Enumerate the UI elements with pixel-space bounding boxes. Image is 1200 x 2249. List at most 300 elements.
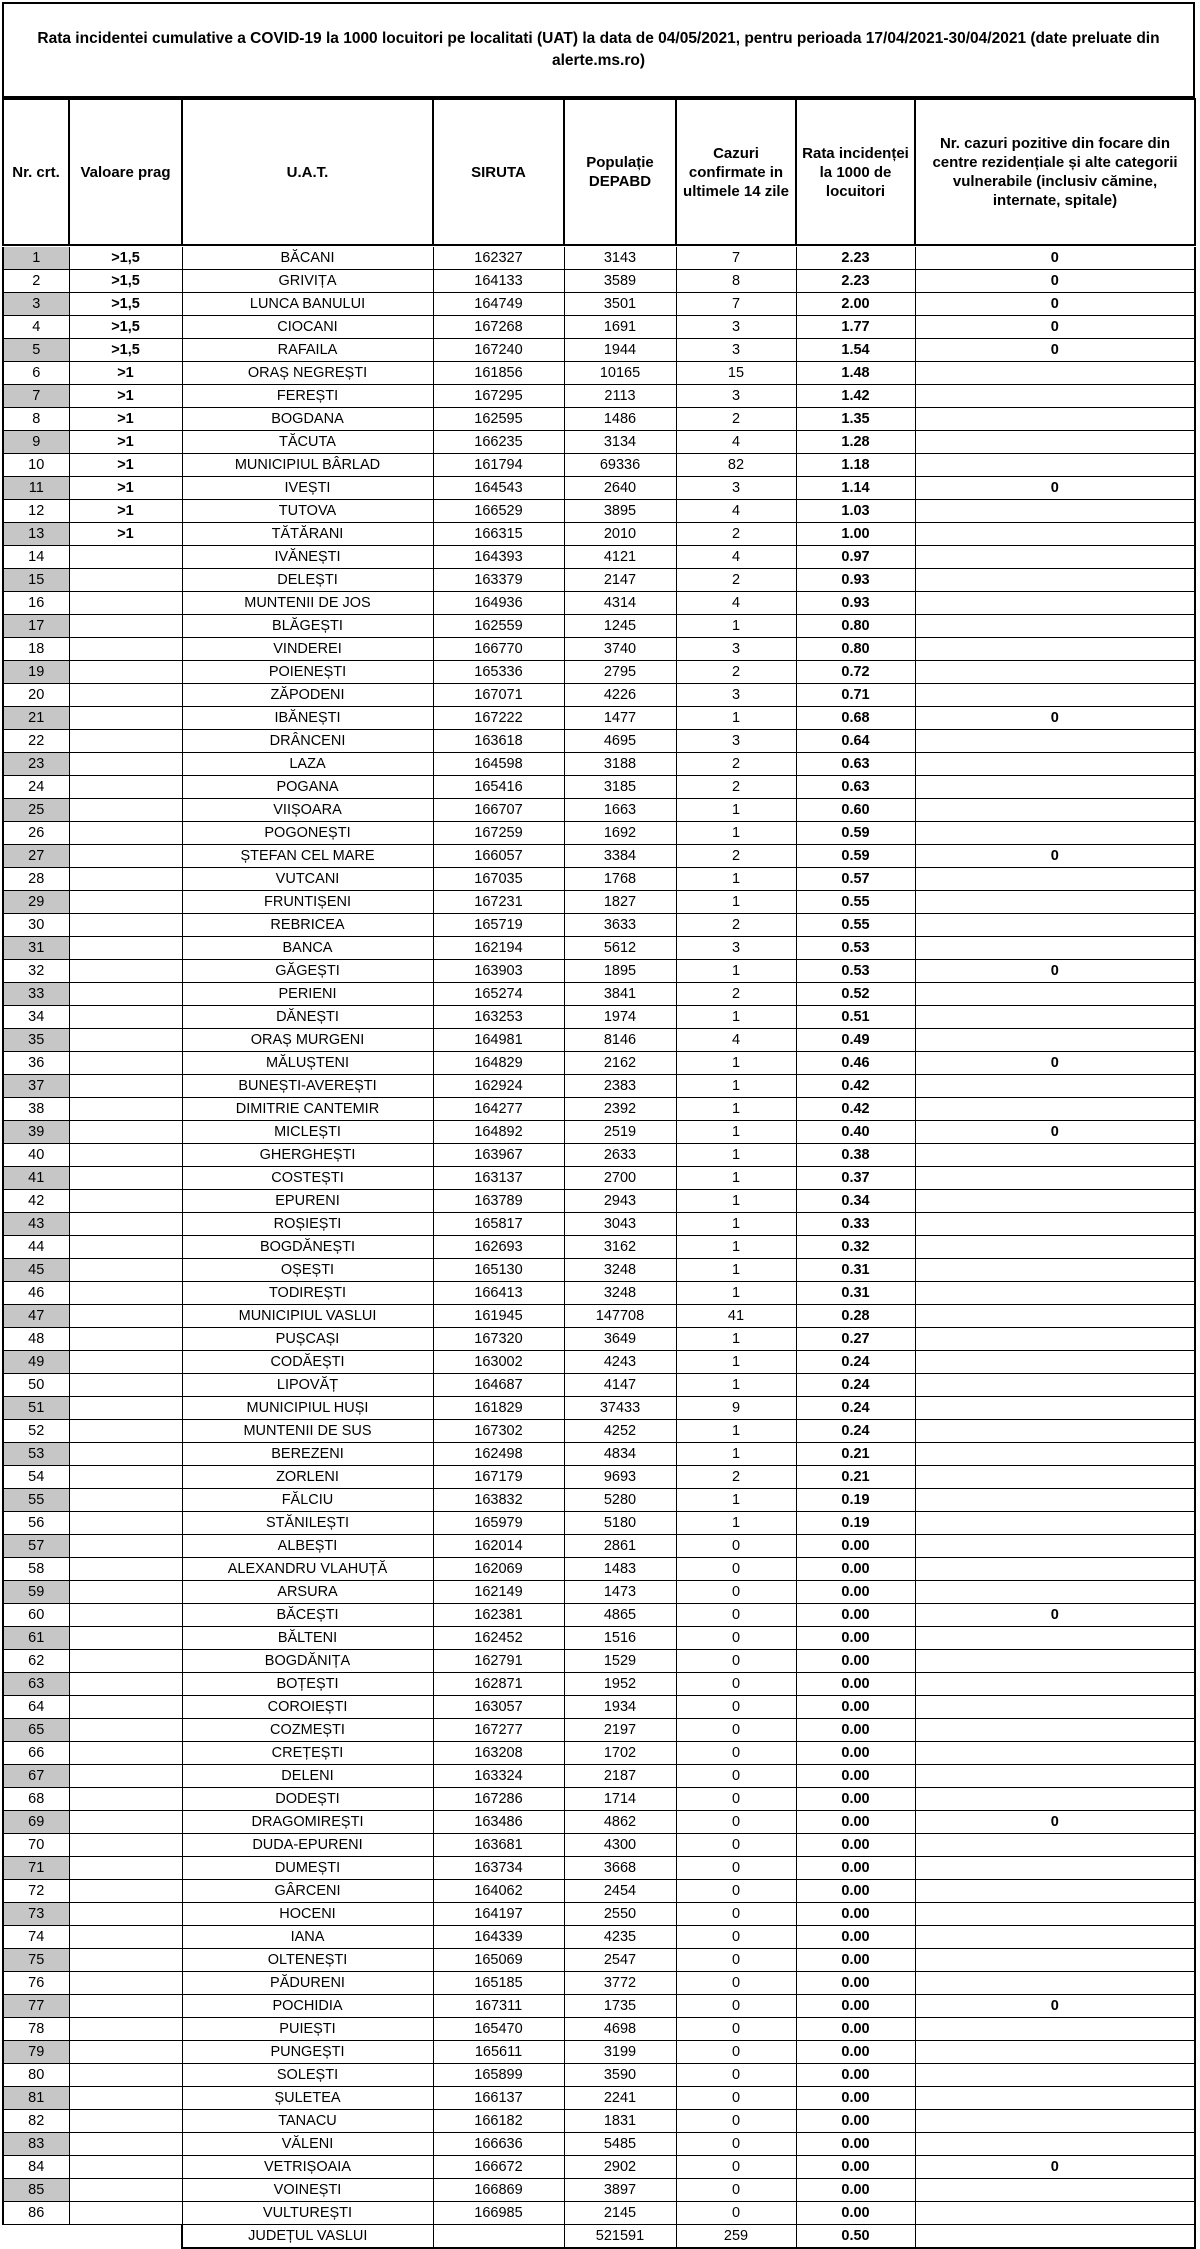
row-population: 4698 <box>564 2018 676 2041</box>
row-uat: BUNEȘTI-AVEREȘTI <box>182 1075 433 1098</box>
table-row <box>3 500 1195 523</box>
row-number: 47 <box>3 1305 69 1328</box>
row-population: 3143 <box>564 247 676 270</box>
row-cases: 9 <box>676 1397 796 1420</box>
table-row <box>3 707 1195 730</box>
row-uat: OLTENEȘTI <box>182 1949 433 1972</box>
row-uat: LIPOVĂȚ <box>182 1374 433 1397</box>
row-siruta: 167231 <box>433 891 564 914</box>
row-uat: MUNICIPIUL BÂRLAD <box>182 454 433 477</box>
row-cases: 2 <box>676 569 796 592</box>
row-siruta: 167179 <box>433 1466 564 1489</box>
row-number: 45 <box>3 1259 69 1282</box>
row-threshold: >1,5 <box>69 339 182 362</box>
row-population: 4695 <box>564 730 676 753</box>
table-row <box>3 1052 1195 1075</box>
row-population: 2197 <box>564 1719 676 1742</box>
row-rate: 0.27 <box>796 1328 915 1351</box>
row-outbreak-cases: 0 <box>915 845 1195 868</box>
row-siruta: 163832 <box>433 1489 564 1512</box>
row-number: 62 <box>3 1650 69 1673</box>
row-uat: SOLEȘTI <box>182 2064 433 2087</box>
row-population: 1714 <box>564 1788 676 1811</box>
row-threshold <box>69 1535 182 1558</box>
row-number: 68 <box>3 1788 69 1811</box>
row-outbreak-cases <box>915 1972 1195 1995</box>
table-row <box>3 1650 1195 1673</box>
row-outbreak-cases <box>915 730 1195 753</box>
row-population: 10165 <box>564 362 676 385</box>
row-rate: 0.59 <box>796 822 915 845</box>
row-rate: 0.00 <box>796 2133 915 2156</box>
row-cases: 3 <box>676 385 796 408</box>
row-uat: MUNICIPIUL HUȘI <box>182 1397 433 1420</box>
row-rate: 0.00 <box>796 1926 915 1949</box>
row-uat: PUIEȘTI <box>182 2018 433 2041</box>
row-cases: 3 <box>676 339 796 362</box>
table-row <box>3 1397 1195 1420</box>
row-siruta: 166707 <box>433 799 564 822</box>
row-population: 3134 <box>564 431 676 454</box>
row-threshold: >1 <box>69 523 182 546</box>
header-rata: Rata incidenței la 1000 de locuitori <box>796 99 915 245</box>
row-siruta: 164892 <box>433 1121 564 1144</box>
row-threshold <box>69 1627 182 1650</box>
row-siruta: 162791 <box>433 1650 564 1673</box>
row-cases: 0 <box>676 1834 796 1857</box>
row-threshold <box>69 707 182 730</box>
row-rate: 0.00 <box>796 1627 915 1650</box>
row-threshold <box>69 1328 182 1351</box>
row-uat: MUNTENII DE JOS <box>182 592 433 615</box>
row-threshold <box>69 845 182 868</box>
row-threshold: >1 <box>69 431 182 454</box>
row-population: 1934 <box>564 1696 676 1719</box>
row-outbreak-cases <box>915 937 1195 960</box>
row-outbreak-cases <box>915 1420 1195 1443</box>
row-outbreak-cases <box>915 1098 1195 1121</box>
row-siruta: 163789 <box>433 1190 564 1213</box>
row-number: 50 <box>3 1374 69 1397</box>
row-outbreak-cases <box>915 1466 1195 1489</box>
row-population: 1245 <box>564 615 676 638</box>
row-population: 1529 <box>564 1650 676 1673</box>
row-cases: 1 <box>676 1489 796 1512</box>
row-threshold <box>69 1374 182 1397</box>
row-cases: 4 <box>676 500 796 523</box>
row-number: 86 <box>3 2202 69 2225</box>
table-row <box>3 1213 1195 1236</box>
row-uat: POGANA <box>182 776 433 799</box>
row-siruta: 162559 <box>433 615 564 638</box>
row-uat: TANACU <box>182 2110 433 2133</box>
row-population: 4235 <box>564 1926 676 1949</box>
row-threshold <box>69 1282 182 1305</box>
row-uat: MICLEȘTI <box>182 1121 433 1144</box>
row-cases: 1 <box>676 707 796 730</box>
row-outbreak-cases <box>915 2202 1195 2225</box>
table-row <box>3 1029 1195 1052</box>
row-population: 1486 <box>564 408 676 431</box>
total-spacer <box>3 2225 182 2249</box>
table-row <box>3 454 1195 477</box>
row-population: 3895 <box>564 500 676 523</box>
row-threshold <box>69 2202 182 2225</box>
row-population: 3185 <box>564 776 676 799</box>
table-row <box>3 1512 1195 1535</box>
row-number: 32 <box>3 960 69 983</box>
row-rate: 0.00 <box>796 1581 915 1604</box>
row-uat: GĂGEȘTI <box>182 960 433 983</box>
row-threshold <box>69 546 182 569</box>
table-row <box>3 247 1195 270</box>
row-outbreak-cases <box>915 1512 1195 1535</box>
row-rate: 0.00 <box>796 1857 915 1880</box>
row-rate: 1.18 <box>796 454 915 477</box>
row-siruta: 164749 <box>433 293 564 316</box>
table-row <box>3 1489 1195 1512</box>
table-row <box>3 1535 1195 1558</box>
row-cases: 2 <box>676 523 796 546</box>
row-rate: 0.00 <box>796 1995 915 2018</box>
row-cases: 0 <box>676 1788 796 1811</box>
row-cases: 4 <box>676 546 796 569</box>
row-threshold <box>69 868 182 891</box>
row-siruta: 165416 <box>433 776 564 799</box>
row-population: 3668 <box>564 1857 676 1880</box>
row-uat: BOGDANA <box>182 408 433 431</box>
row-siruta: 163903 <box>433 960 564 983</box>
row-rate: 0.00 <box>796 1788 915 1811</box>
row-threshold <box>69 1236 182 1259</box>
row-number: 72 <box>3 1880 69 1903</box>
row-uat: PUȘCAȘI <box>182 1328 433 1351</box>
row-threshold <box>69 2133 182 2156</box>
table-row <box>3 1006 1195 1029</box>
row-uat: MUNTENII DE SUS <box>182 1420 433 1443</box>
row-uat: ZORLENI <box>182 1466 433 1489</box>
row-uat: DELENI <box>182 1765 433 1788</box>
row-population: 69336 <box>564 454 676 477</box>
row-population: 3248 <box>564 1282 676 1305</box>
table-row <box>3 1121 1195 1144</box>
row-threshold <box>69 1926 182 1949</box>
row-threshold <box>69 1420 182 1443</box>
row-threshold <box>69 2018 182 2041</box>
row-rate: 2.23 <box>796 270 915 293</box>
row-uat: BĂLTENI <box>182 1627 433 1650</box>
table-row <box>3 1236 1195 1259</box>
row-threshold <box>69 822 182 845</box>
row-siruta: 166672 <box>433 2156 564 2179</box>
row-cases: 1 <box>676 1167 796 1190</box>
row-cases: 1 <box>676 891 796 914</box>
row-population: 2383 <box>564 1075 676 1098</box>
row-cases: 3 <box>676 684 796 707</box>
row-rate: 0.00 <box>796 2041 915 2064</box>
row-outbreak-cases <box>915 1742 1195 1765</box>
row-uat: VOINEȘTI <box>182 2179 433 2202</box>
row-uat: BOGDĂNEȘTI <box>182 1236 433 1259</box>
table-row <box>3 822 1195 845</box>
row-siruta: 166137 <box>433 2087 564 2110</box>
row-rate: 0.19 <box>796 1512 915 1535</box>
row-cases: 0 <box>676 2133 796 2156</box>
row-rate: 0.51 <box>796 1006 915 1029</box>
row-number: 31 <box>3 937 69 960</box>
header-uat: U.A.T. <box>182 99 433 245</box>
row-number: 79 <box>3 2041 69 2064</box>
header-prag: Valoare prag <box>69 99 182 245</box>
row-threshold <box>69 569 182 592</box>
table-row <box>3 1144 1195 1167</box>
row-uat: CREȚEȘTI <box>182 1742 433 1765</box>
row-uat: GHERGHEȘTI <box>182 1144 433 1167</box>
row-cases: 0 <box>676 1627 796 1650</box>
row-siruta: 166770 <box>433 638 564 661</box>
row-threshold <box>69 2156 182 2179</box>
row-number: 30 <box>3 914 69 937</box>
row-cases: 0 <box>676 1765 796 1788</box>
table-row <box>3 1443 1195 1466</box>
table-row <box>3 1811 1195 1834</box>
row-outbreak-cases <box>915 1627 1195 1650</box>
row-population: 4862 <box>564 1811 676 1834</box>
row-cases: 0 <box>676 1972 796 1995</box>
table-row <box>3 1328 1195 1351</box>
row-threshold <box>69 1581 182 1604</box>
row-uat: ALEXANDRU VLAHUȚĂ <box>182 1558 433 1581</box>
row-siruta: 161829 <box>433 1397 564 1420</box>
row-siruta: 165069 <box>433 1949 564 1972</box>
row-population: 3384 <box>564 845 676 868</box>
row-cases: 0 <box>676 1673 796 1696</box>
row-population: 3772 <box>564 1972 676 1995</box>
row-uat: VUTCANI <box>182 868 433 891</box>
row-siruta: 164829 <box>433 1052 564 1075</box>
row-number: 6 <box>3 362 69 385</box>
row-number: 42 <box>3 1190 69 1213</box>
row-population: 2162 <box>564 1052 676 1075</box>
row-number: 83 <box>3 2133 69 2156</box>
row-uat: ORAȘ MURGENI <box>182 1029 433 1052</box>
row-outbreak-cases: 0 <box>915 293 1195 316</box>
row-outbreak-cases <box>915 822 1195 845</box>
row-threshold <box>69 592 182 615</box>
row-rate: 0.19 <box>796 1489 915 1512</box>
row-number: 56 <box>3 1512 69 1535</box>
row-threshold <box>69 983 182 1006</box>
table-row <box>3 2064 1195 2087</box>
row-uat: IVEȘTI <box>182 477 433 500</box>
row-siruta: 163208 <box>433 1742 564 1765</box>
row-cases: 0 <box>676 1535 796 1558</box>
row-threshold <box>69 1190 182 1213</box>
table-row <box>3 362 1195 385</box>
row-rate: 0.52 <box>796 983 915 1006</box>
row-siruta: 164339 <box>433 1926 564 1949</box>
row-cases: 4 <box>676 1029 796 1052</box>
row-population: 1895 <box>564 960 676 983</box>
table-row <box>3 2110 1195 2133</box>
row-outbreak-cases <box>915 914 1195 937</box>
row-outbreak-cases <box>915 1190 1195 1213</box>
row-rate: 0.00 <box>796 1742 915 1765</box>
row-number: 33 <box>3 983 69 1006</box>
row-threshold <box>69 960 182 983</box>
row-outbreak-cases: 0 <box>915 1604 1195 1627</box>
table-row <box>3 592 1195 615</box>
table-row <box>3 845 1195 868</box>
row-population: 5612 <box>564 937 676 960</box>
row-population: 4865 <box>564 1604 676 1627</box>
row-rate: 1.54 <box>796 339 915 362</box>
row-rate: 0.80 <box>796 615 915 638</box>
row-population: 4226 <box>564 684 676 707</box>
row-siruta: 164277 <box>433 1098 564 1121</box>
table-row <box>3 2087 1195 2110</box>
row-cases: 1 <box>676 1144 796 1167</box>
row-siruta: 166529 <box>433 500 564 523</box>
total-rate: 0.50 <box>796 2225 915 2249</box>
row-number: 65 <box>3 1719 69 1742</box>
row-outbreak-cases <box>915 1673 1195 1696</box>
row-threshold <box>69 684 182 707</box>
row-siruta: 162194 <box>433 937 564 960</box>
row-siruta: 161945 <box>433 1305 564 1328</box>
row-outbreak-cases <box>915 1489 1195 1512</box>
row-population: 2187 <box>564 1765 676 1788</box>
row-siruta: 164687 <box>433 1374 564 1397</box>
row-uat: IVĂNEȘTI <box>182 546 433 569</box>
row-threshold <box>69 753 182 776</box>
row-siruta: 166235 <box>433 431 564 454</box>
row-outbreak-cases: 0 <box>915 707 1195 730</box>
row-cases: 1 <box>676 1098 796 1121</box>
row-uat: LUNCA BANULUI <box>182 293 433 316</box>
row-siruta: 167277 <box>433 1719 564 1742</box>
row-uat: DĂNEȘTI <box>182 1006 433 1029</box>
row-threshold <box>69 730 182 753</box>
row-cases: 0 <box>676 1903 796 1926</box>
row-rate: 0.00 <box>796 2064 915 2087</box>
row-number: 18 <box>3 638 69 661</box>
table-row <box>3 1558 1195 1581</box>
row-threshold <box>69 1696 182 1719</box>
row-outbreak-cases: 0 <box>915 1052 1195 1075</box>
row-siruta: 161856 <box>433 362 564 385</box>
row-cases: 0 <box>676 2018 796 2041</box>
row-threshold <box>69 1052 182 1075</box>
row-population: 2145 <box>564 2202 676 2225</box>
row-threshold <box>69 2064 182 2087</box>
row-siruta: 167222 <box>433 707 564 730</box>
table-row <box>3 1880 1195 1903</box>
row-number: 54 <box>3 1466 69 1489</box>
header-focar: Nr. cazuri pozitive din focare din centre rezidențiale și alte categorii vulnerabile (inclusiv cămine, internate, spitale) <box>915 99 1195 245</box>
row-uat: IBĂNEȘTI <box>182 707 433 730</box>
row-outbreak-cases <box>915 1719 1195 1742</box>
row-cases: 0 <box>676 2110 796 2133</box>
row-siruta: 163618 <box>433 730 564 753</box>
row-threshold <box>69 1880 182 1903</box>
row-outbreak-cases <box>915 569 1195 592</box>
row-outbreak-cases <box>915 523 1195 546</box>
row-siruta: 164133 <box>433 270 564 293</box>
row-siruta: 163057 <box>433 1696 564 1719</box>
table-row <box>3 1972 1195 1995</box>
row-rate: 0.42 <box>796 1075 915 1098</box>
row-siruta: 163681 <box>433 1834 564 1857</box>
row-population: 2241 <box>564 2087 676 2110</box>
row-siruta: 167320 <box>433 1328 564 1351</box>
row-outbreak-cases <box>915 1535 1195 1558</box>
row-number: 63 <box>3 1673 69 1696</box>
row-siruta: 167295 <box>433 385 564 408</box>
row-number: 70 <box>3 1834 69 1857</box>
row-population: 1944 <box>564 339 676 362</box>
row-threshold <box>69 1558 182 1581</box>
table-row <box>3 983 1195 1006</box>
row-uat: TĂTĂRANI <box>182 523 433 546</box>
row-outbreak-cases <box>915 891 1195 914</box>
row-outbreak-cases <box>915 2041 1195 2064</box>
table-row <box>3 1420 1195 1443</box>
row-number: 81 <box>3 2087 69 2110</box>
row-siruta: 162452 <box>433 1627 564 1650</box>
row-threshold <box>69 776 182 799</box>
row-number: 40 <box>3 1144 69 1167</box>
row-outbreak-cases <box>915 1144 1195 1167</box>
table-row <box>3 2018 1195 2041</box>
row-rate: 0.00 <box>796 2156 915 2179</box>
row-uat: PĂDURENI <box>182 1972 433 1995</box>
row-threshold <box>69 1995 182 2018</box>
row-rate: 1.77 <box>796 316 915 339</box>
row-rate: 0.80 <box>796 638 915 661</box>
row-siruta: 164598 <box>433 753 564 776</box>
row-threshold <box>69 1213 182 1236</box>
row-number: 3 <box>3 293 69 316</box>
row-cases: 7 <box>676 293 796 316</box>
row-cases: 1 <box>676 1236 796 1259</box>
row-population: 3897 <box>564 2179 676 2202</box>
row-number: 10 <box>3 454 69 477</box>
total-population: 521591 <box>564 2225 676 2249</box>
row-threshold <box>69 638 182 661</box>
row-rate: 1.28 <box>796 431 915 454</box>
row-population: 2147 <box>564 569 676 592</box>
row-threshold: >1,5 <box>69 270 182 293</box>
table-row <box>3 1374 1195 1397</box>
row-cases: 3 <box>676 937 796 960</box>
row-population: 4252 <box>564 1420 676 1443</box>
table-row <box>3 937 1195 960</box>
row-threshold <box>69 1765 182 1788</box>
row-uat: TODIREȘTI <box>182 1282 433 1305</box>
row-cases: 0 <box>676 1742 796 1765</box>
row-siruta: 164197 <box>433 1903 564 1926</box>
row-cases: 0 <box>676 1926 796 1949</box>
table-row <box>3 408 1195 431</box>
row-cases: 1 <box>676 1328 796 1351</box>
row-uat: ROȘIEȘTI <box>182 1213 433 1236</box>
row-uat: GÂRCENI <box>182 1880 433 1903</box>
row-siruta: 163967 <box>433 1144 564 1167</box>
row-uat: DRÂNCENI <box>182 730 433 753</box>
row-siruta: 165185 <box>433 1972 564 1995</box>
row-threshold <box>69 1788 182 1811</box>
